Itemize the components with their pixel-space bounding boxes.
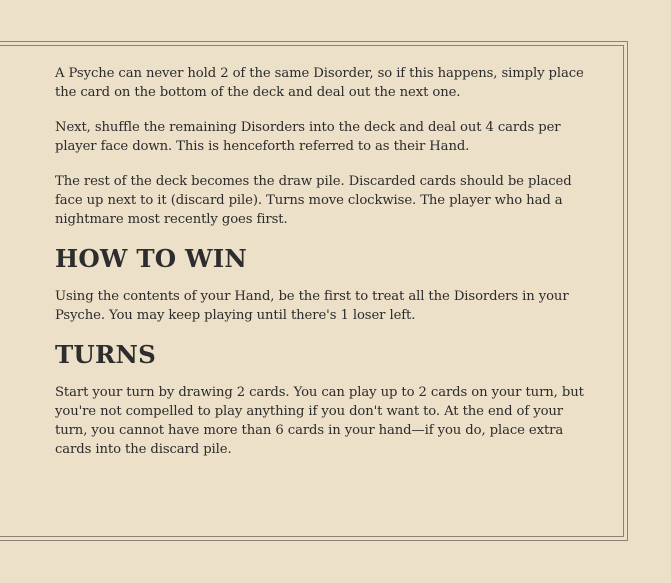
rules-content bbox=[55, 64, 590, 459]
paragraph-draw-pile: The rest of the deck becomes the draw pile. Discarded cards should be placed face up next to it (discard pile). Turns move clockwise. The player who had a nightmare most recently goes first. bbox=[55, 174, 572, 227]
paragraph-turns: Start your turn by drawing 2 cards. You can play up to 2 cards on your turn, but you're not compelled to play anything if you don't want to. At the end of your turn, you cannot have more than 6 cards in your hand—if you do, place extra cards into the discard pile. bbox=[55, 385, 584, 457]
paragraph-shuffle-deal: Next, shuffle the remaining Disorders into the deck and deal out 4 cards per player face down. This is henceforth referred to as their Hand. bbox=[55, 120, 561, 154]
heading-how-to-win: HOW TO WIN bbox=[55, 244, 248, 273]
paragraph-duplicate-disorder: A Psyche can never hold 2 of the same Disorder, so if this happens, simply place the card on the bottom of the deck and deal out the next one. bbox=[55, 66, 584, 100]
heading-turns: TURNS bbox=[55, 340, 157, 369]
paragraph-how-to-win: Using the contents of your Hand, be the first to treat all the Disorders in your Psyche. You may keep playing until there's 1 loser left. bbox=[55, 289, 569, 323]
